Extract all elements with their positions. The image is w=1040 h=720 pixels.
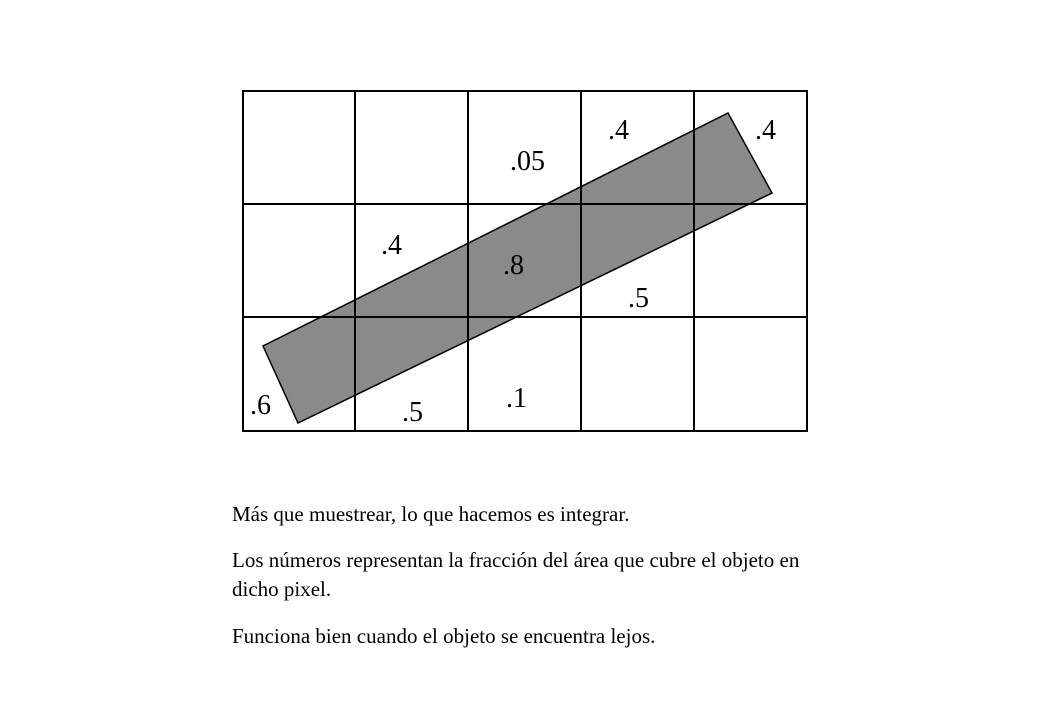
coverage-label-r1c2: .8 bbox=[503, 250, 524, 281]
coverage-label-r1c3: .5 bbox=[628, 283, 649, 314]
coverage-label-r2c1: .5 bbox=[402, 397, 423, 428]
coverage-label-r0c4: .4 bbox=[755, 115, 776, 146]
coverage-label-r0c3: .4 bbox=[608, 115, 629, 146]
caption-integrate: Más que muestrear, lo que hacemos es integrar. bbox=[232, 502, 630, 526]
caption-numbers-meaning: Los números representan la fracción del área que cubre el objeto en dicho pixel. bbox=[232, 548, 800, 601]
coverage-label-r1c1: .4 bbox=[381, 230, 402, 261]
coverage-label-r0c2: .05 bbox=[510, 146, 545, 177]
coverage-label-r2c2: .1 bbox=[506, 383, 527, 414]
coverage-label-r2c0: .6 bbox=[250, 390, 271, 421]
caption-works-far: Funciona bien cuando el objeto se encuentra lejos. bbox=[232, 624, 656, 648]
